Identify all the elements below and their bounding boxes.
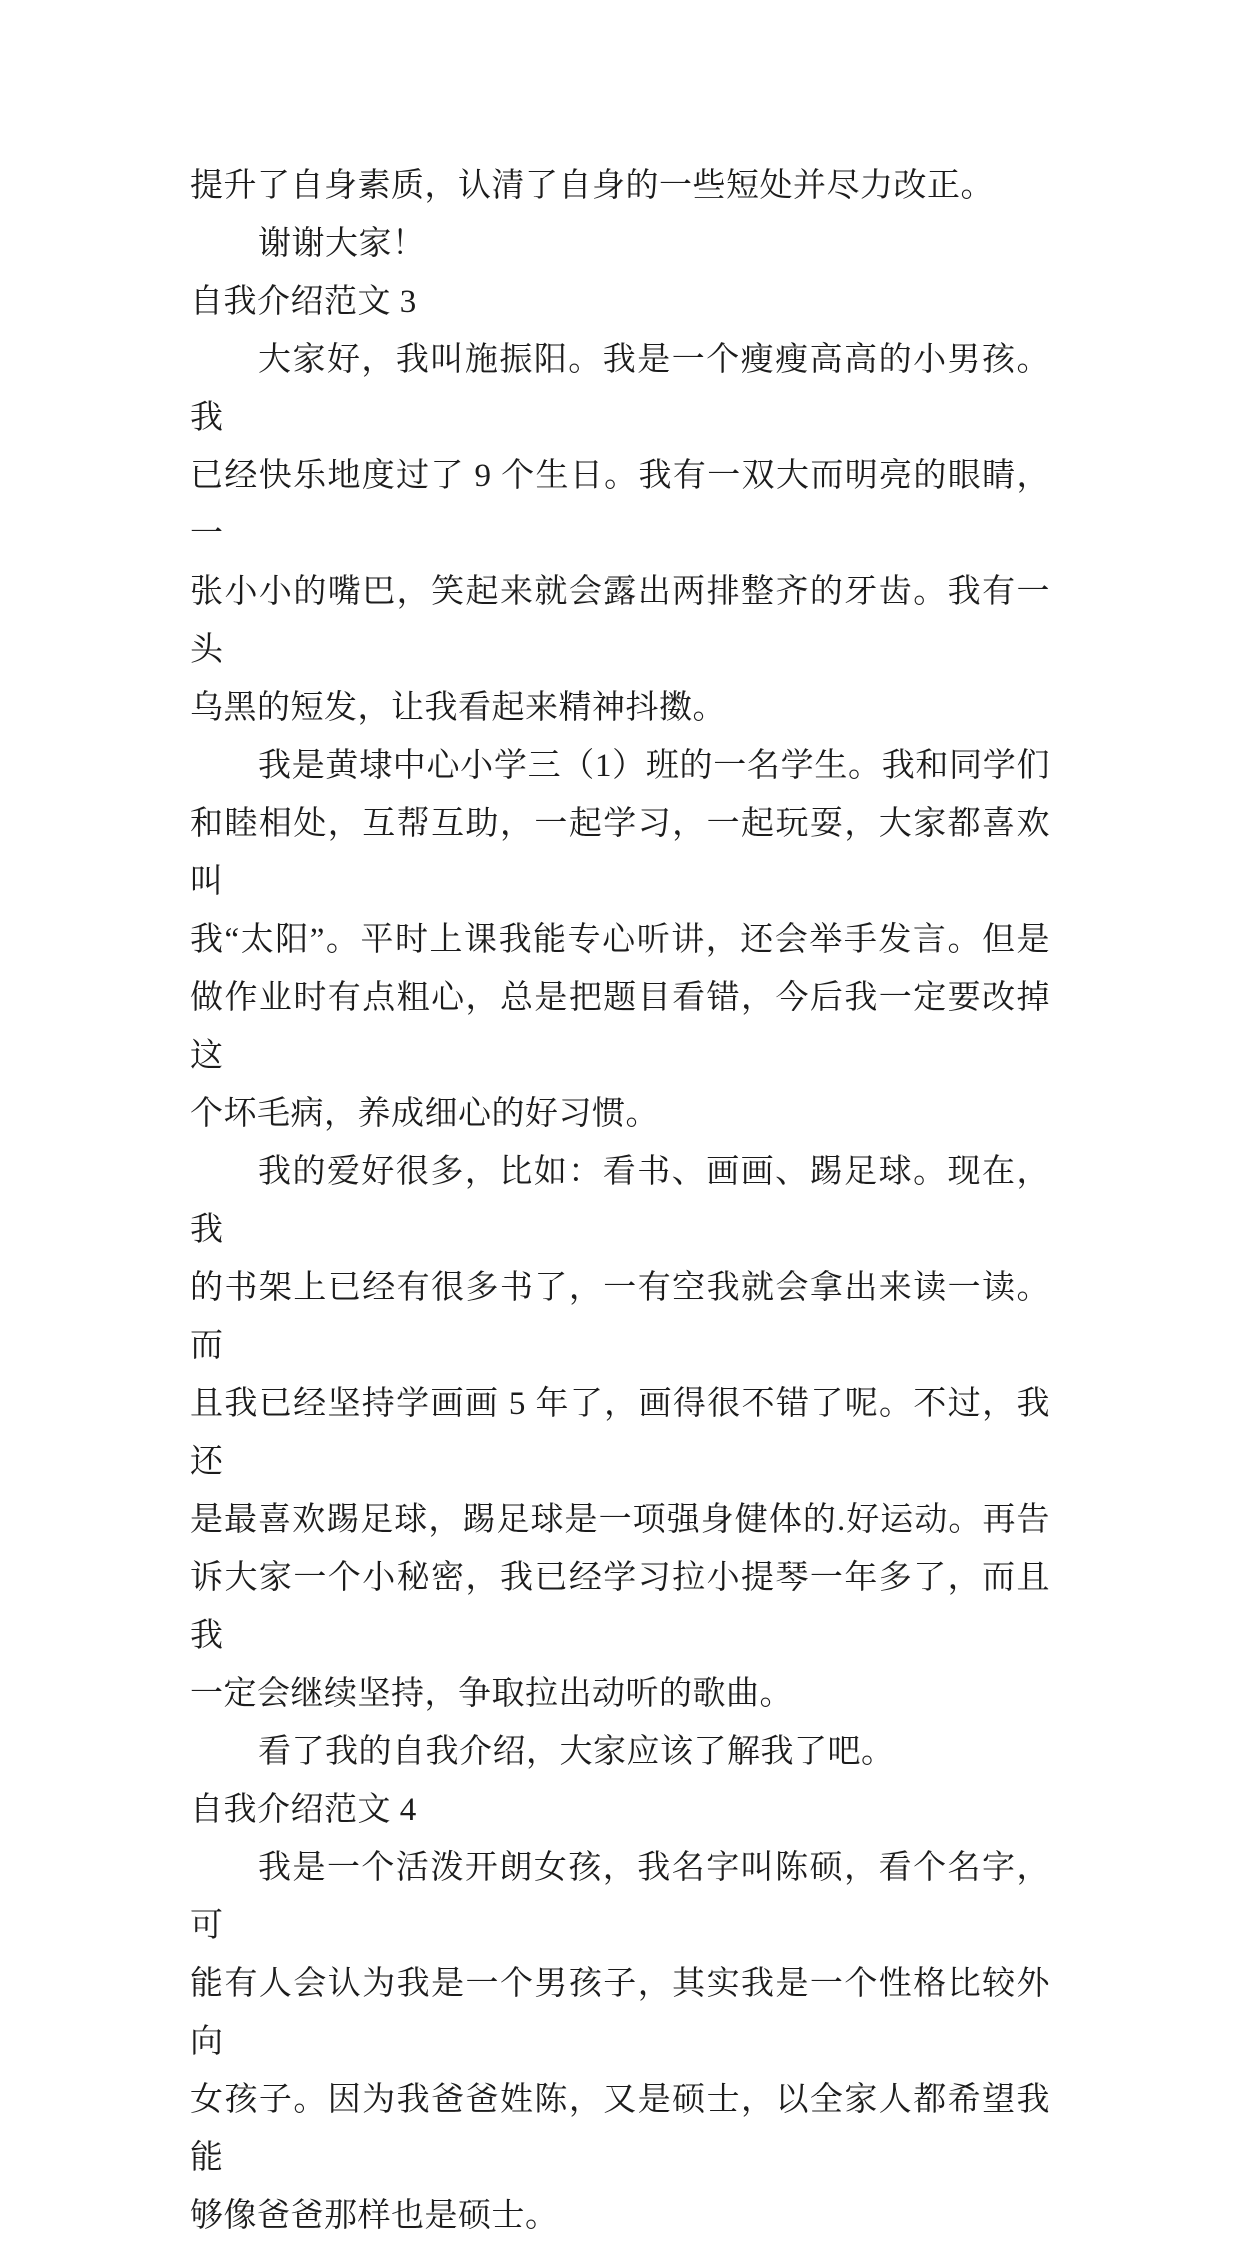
paragraph-line: 且我已经坚持学画画 5 年了，画得很不错了呢。不过，我还 xyxy=(190,1386,1050,1480)
paragraph-line: 我“太阳”。平时上课我能专心听讲，还会举手发言。但是 xyxy=(190,922,1050,958)
paragraph-line: 能有人会认为我是一个男孩子，其实我是一个性格比较外向 xyxy=(190,1966,1050,2060)
paragraph-line: 和睦相处，互帮互助，一起学习，一起玩耍，大家都喜欢叫 xyxy=(190,806,1050,900)
paragraph-line: 够像爸爸那样也是硕士。 xyxy=(190,2198,559,2234)
paragraph-line: 女孩子。因为我爸爸姓陈，又是硕士，以全家人都希望我能 xyxy=(190,2082,1050,2176)
paragraph-line: 乌黑的短发，让我看起来精神抖擞。 xyxy=(190,690,726,726)
paragraph-line: 我是一个活泼开朗女孩，我名字叫陈硕，看个名字，可 xyxy=(190,1850,1050,1944)
paragraph-line: 是最喜欢踢足球，踢足球是一项强身健体的.好运动。再告 xyxy=(190,1502,1050,1538)
paragraph-line: 我是黄埭中心小学三（1）班的一名学生。我和同学们 xyxy=(258,748,1050,784)
paragraph-line: 一定会继续坚持，争取拉出动听的歌曲。 xyxy=(190,1676,793,1712)
paragraph-line: 大家好，我叫施振阳。我是一个瘦瘦高高的小男孩。我 xyxy=(190,342,1050,436)
paragraph-line: 看了我的自我介绍，大家应该了解我了吧。 xyxy=(258,1734,895,1770)
paragraph-line: 谢谢大家！ xyxy=(258,226,426,262)
paragraph-line: 提升了自身素质，认清了自身的一些短处并尽力改正。 xyxy=(190,168,994,204)
paragraph-line: 我的爱好很多，比如：看书、画画、踢足球。现在，我 xyxy=(190,1154,1050,1248)
essay-text-block xyxy=(190,157,1050,2245)
section-heading: 自我介绍范文 3 xyxy=(190,284,417,320)
paragraph-line: 已经快乐地度过了 9 个生日。我有一双大而明亮的眼睛，一 xyxy=(190,458,1050,552)
paragraph-line: 张小小的嘴巴，笑起来就会露出两排整齐的牙齿。我有一头 xyxy=(190,574,1050,668)
paragraph-line: 个坏毛病，养成细心的好习惯。 xyxy=(190,1096,659,1132)
paragraph-line: 做作业时有点粗心，总是把题目看错，今后我一定要改掉这 xyxy=(190,980,1050,1074)
paragraph-line: 诉大家一个小秘密，我已经学习拉小提琴一年多了，而且我 xyxy=(190,1560,1050,1654)
section-heading: 自我介绍范文 4 xyxy=(190,1792,417,1828)
paragraph-line: 的书架上已经有很多书了，一有空我就会拿出来读一读。而 xyxy=(190,1270,1050,1364)
